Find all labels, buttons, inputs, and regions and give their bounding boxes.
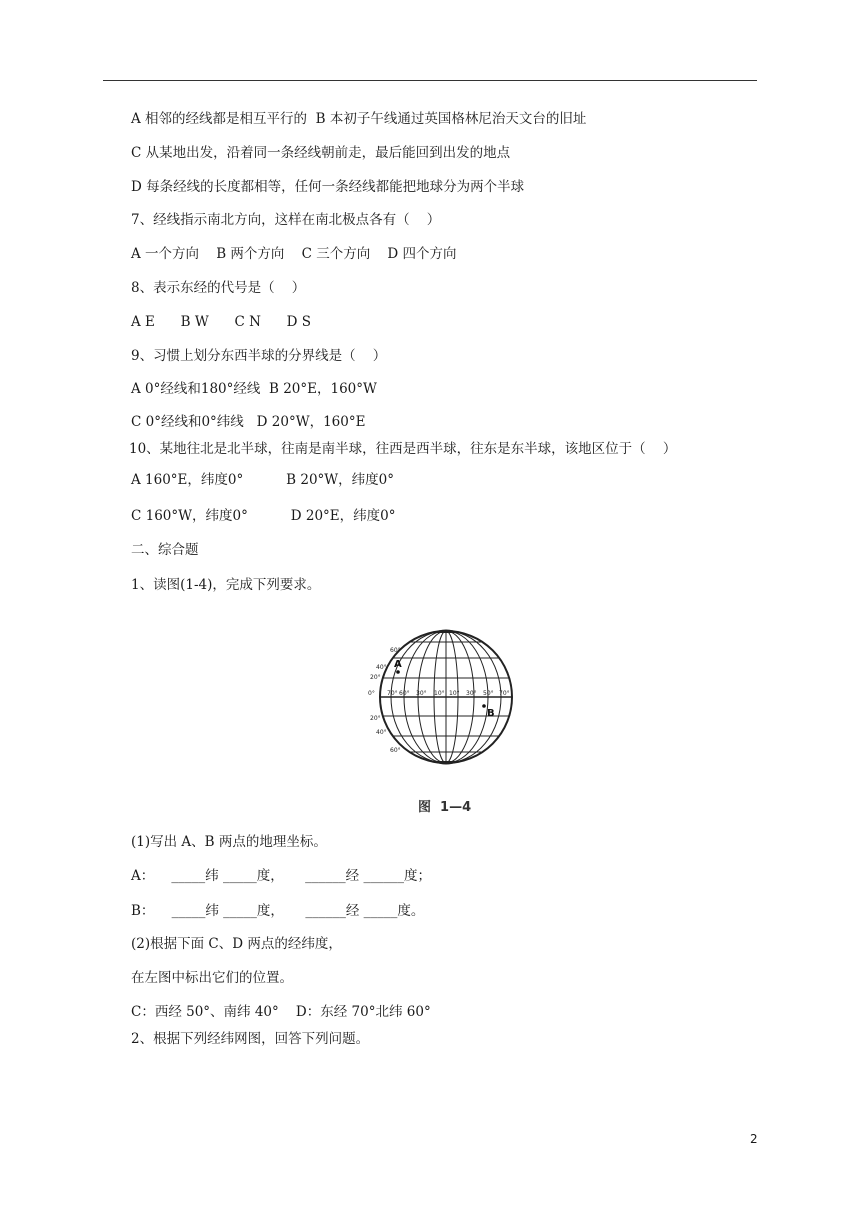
- page-number: 2: [750, 1132, 758, 1146]
- q6-option-line-1: A 相邻的经线都是相互平行的 B 本初子午线通过英国格林尼治天文台的旧址: [131, 111, 587, 127]
- latitude-label: 40°: [376, 664, 387, 671]
- equator-label: 30°: [416, 690, 427, 697]
- equator-label: 0°: [368, 690, 375, 697]
- q10-options-1: A 160°E，纬度0° B 20°W，纬度0°: [131, 472, 395, 488]
- q6-option-line-3: D 每条经线的长度都相等，任何一条经线都能把地球分为两个半球: [131, 179, 525, 195]
- q9-options-1: A 0°经线和180°经线 B 20°E，160°W: [131, 381, 377, 397]
- s2q1-part2-coordinates: C：西经 50°、南纬 40° D：东经 70°北纬 60°: [131, 1004, 431, 1020]
- equator-label: 10°: [449, 690, 460, 697]
- q9-stem: 9、习惯上划分东西半球的分界线是（ ）: [131, 348, 387, 364]
- equator-label: 60°: [399, 690, 410, 697]
- s2q1-part2: (2)根据下面 C、D 两点的经纬度，: [131, 936, 342, 952]
- equator-label: 30°: [466, 690, 477, 697]
- s2q1-stem: 1、读图(1-4)，完成下列要求。: [131, 577, 321, 593]
- s2q1-part1: (1)写出 A、B 两点的地理坐标。: [131, 834, 327, 850]
- q6-option-line-2: C 从某地出发，沿着同一条经线朝前走，最后能回到出发的地点: [131, 145, 511, 161]
- q8-stem: 8、表示东经的代号是（ ）: [131, 280, 306, 296]
- s2q1-part2-instruction: 在左图中标出它们的位置。: [131, 970, 293, 986]
- header-rule: [103, 80, 757, 81]
- equator-label: 10°: [434, 690, 445, 697]
- latitude-label: 20°: [370, 674, 381, 681]
- equator-label: 70°: [387, 690, 398, 697]
- graticule-globe: [366, 612, 526, 782]
- s2q2-stem: 2、根据下列经纬网图，回答下列问题。: [131, 1031, 370, 1047]
- figure-caption: 图 1—4: [418, 800, 472, 815]
- latitude-label: 60°: [390, 647, 401, 654]
- equator-label: 70°: [499, 690, 510, 697]
- s2q1-answer-a: A： _____纬 _____度， ______经 ______度；: [131, 868, 431, 884]
- equator-label: 50°: [483, 690, 494, 697]
- latitude-label: 60°: [390, 747, 401, 754]
- q9-options-2: C 0°经线和0°纬线 D 20°W，160°E: [131, 414, 366, 430]
- q10-stem: 10、某地往北是北半球，往南是南半球，往西是西半球，往东是东半球，该地区位于（ ）: [129, 441, 677, 457]
- q7-stem: 7、经线指示南北方向，这样在南北极点各有（ ）: [131, 212, 441, 228]
- q7-options: A 一个方向 B 两个方向 C 三个方向 D 四个方向: [131, 246, 457, 262]
- q8-options: A E B W C N D S: [131, 314, 312, 330]
- globe-figure: [366, 612, 526, 782]
- s2q1-answer-b: B： _____纬 _____度， ______经 _____度。: [131, 903, 425, 919]
- latitude-label: 40°: [376, 729, 387, 736]
- point-a-label: A: [394, 659, 402, 670]
- section-2-title: 二、综合题: [131, 542, 199, 558]
- latitude-label: 20°: [370, 715, 381, 722]
- q10-options-2: C 160°W，纬度0° D 20°E，纬度0°: [131, 508, 396, 524]
- point-b-label: B: [487, 708, 495, 719]
